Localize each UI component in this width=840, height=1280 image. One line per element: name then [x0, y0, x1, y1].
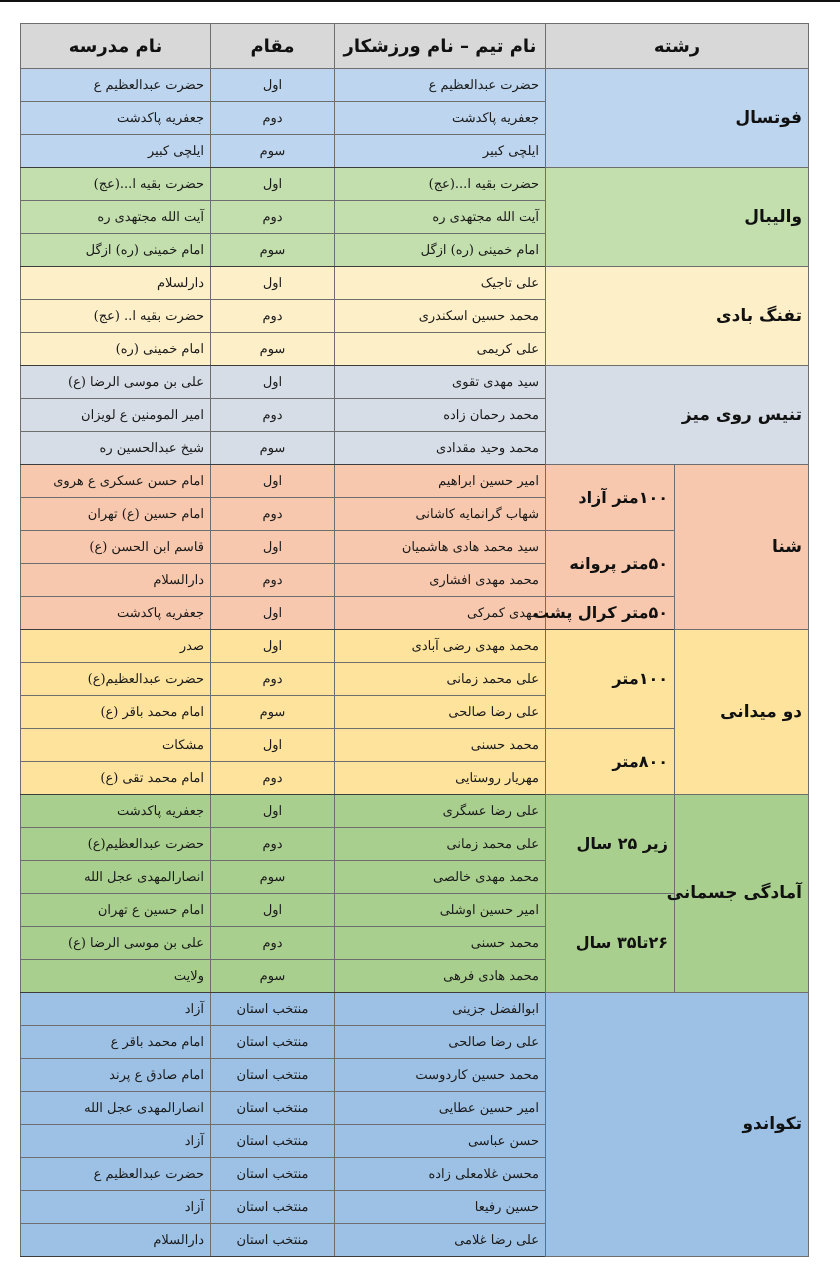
school-name: آزاد	[21, 993, 211, 1026]
school-name: حضرت بقیه ا...(عج)	[21, 168, 211, 201]
rank: دوم	[211, 300, 335, 333]
subcategory-100m-freestyle: ۱۰۰متر آزاد	[546, 465, 675, 531]
rank: اول	[211, 894, 335, 927]
rank: دوم	[211, 399, 335, 432]
subcategory-100m: ۱۰۰متر	[546, 630, 675, 729]
athlete-name: محمد وحید مقدادی	[335, 432, 546, 465]
athlete-name: ایلچی کبیر	[335, 135, 546, 168]
athlete-name: محمد مهدی رضی آبادی	[335, 630, 546, 663]
school-name: دارالسلام	[21, 564, 211, 597]
rank: اول	[211, 366, 335, 399]
subcategory-800m: ۸۰۰متر	[546, 729, 675, 795]
school-name: امیر المومنین ع لویزان	[21, 399, 211, 432]
athlete-name: حسین رفیعا	[335, 1191, 546, 1224]
header-row	[21, 24, 809, 69]
school-name: حضرت عبدالعظیم ع	[21, 1158, 211, 1191]
school-name: امام محمد تقی (ع)	[21, 762, 211, 795]
athlete-name: علی محمد زمانی	[335, 663, 546, 696]
school-name: ایلچی کبیر	[21, 135, 211, 168]
school-name: مشکات	[21, 729, 211, 762]
subcategory-under-25: زیر ۲۵ سال	[546, 795, 675, 894]
athlete-name: سید محمد هادی هاشمیان	[335, 531, 546, 564]
table-row	[21, 168, 809, 201]
rank: سوم	[211, 696, 335, 729]
athlete-name: امیر حسین عطایی	[335, 1092, 546, 1125]
rank: دوم	[211, 663, 335, 696]
rank: دوم	[211, 927, 335, 960]
athlete-name: حسن عباسی	[335, 1125, 546, 1158]
category-taekwondo: تکواندو	[546, 993, 809, 1257]
rank: اول	[211, 630, 335, 663]
table-row	[21, 267, 809, 300]
athlete-name: محمد مهدی خالصی	[335, 861, 546, 894]
school-name: امام خمینی (ره)	[21, 333, 211, 366]
athlete-name: علی تاجیک	[335, 267, 546, 300]
athlete-name: محسن غلامعلی زاده	[335, 1158, 546, 1191]
rank: منتخب استان	[211, 1191, 335, 1224]
athlete-name: علی رضا صالحی	[335, 696, 546, 729]
athlete-name: حضرت عبدالعظیم ع	[335, 69, 546, 102]
school-name: شیخ عبدالحسین ره	[21, 432, 211, 465]
athlete-name: علی رضا غلامی	[335, 1224, 546, 1257]
athlete-name: محمد حسنی	[335, 729, 546, 762]
athlete-name: مهدی کمرکی	[335, 597, 546, 630]
rank: اول	[211, 465, 335, 498]
rank: منتخب استان	[211, 1158, 335, 1191]
school-name: امام محمد باقر (ع)	[21, 696, 211, 729]
school-name: قاسم ابن الحسن (ع)	[21, 531, 211, 564]
table-row	[21, 993, 809, 1026]
school-name: علی بن موسی الرضا (ع)	[21, 927, 211, 960]
rank: اول	[211, 795, 335, 828]
rank: منتخب استان	[211, 1092, 335, 1125]
school-name: حضرت عبدالعظیم ع	[21, 69, 211, 102]
school-name: امام حسن عسکری ع هروی	[21, 465, 211, 498]
athlete-name: محمد هادی فرهی	[335, 960, 546, 993]
rank: سوم	[211, 135, 335, 168]
rank: سوم	[211, 960, 335, 993]
school-name: آیت الله مجتهدی ره	[21, 201, 211, 234]
rank: منتخب استان	[211, 1125, 335, 1158]
rank: دوم	[211, 201, 335, 234]
school-name: جعفریه پاکدشت	[21, 597, 211, 630]
rank: سوم	[211, 861, 335, 894]
rank: اول	[211, 267, 335, 300]
subcategory-50m-butterfly: ۵۰متر پروانه	[546, 531, 675, 597]
athlete-name: محمد حسین اسکندری	[335, 300, 546, 333]
table-row	[21, 630, 809, 663]
rank: منتخب استان	[211, 1059, 335, 1092]
athlete-name: علی رضا صالحی	[335, 1026, 546, 1059]
athlete-name: علی رضا عسگری	[335, 795, 546, 828]
school-name: جعفریه پاکدشت	[21, 102, 211, 135]
athlete-name: محمد حسین کاردوست	[335, 1059, 546, 1092]
rank: اول	[211, 729, 335, 762]
rank: دوم	[211, 564, 335, 597]
school-name: حضرت عبدالعظیم(ع)	[21, 828, 211, 861]
header-name: نام تیم – نام ورزشکار	[335, 24, 546, 69]
category-swimming: شنا	[675, 465, 809, 630]
school-name: انصارالمهدی عجل الله	[21, 1092, 211, 1125]
subcategory-50m-backstroke: ۵۰متر کرال پشت	[546, 597, 675, 630]
rank: دوم	[211, 498, 335, 531]
athlete-name: امیر حسین ابراهیم	[335, 465, 546, 498]
athlete-name: سید مهدی تقوی	[335, 366, 546, 399]
category-track-field: دو میدانی	[675, 630, 809, 795]
header-category: رشته	[546, 24, 809, 69]
school-name: امام خمینی (ره) ازگل	[21, 234, 211, 267]
athlete-name: محمد حسنی	[335, 927, 546, 960]
school-name: آزاد	[21, 1191, 211, 1224]
header-school: نام مدرسه	[21, 24, 211, 69]
rank: سوم	[211, 333, 335, 366]
athlete-name: امیر حسین اوشلی	[335, 894, 546, 927]
school-name: آزاد	[21, 1125, 211, 1158]
rank: سوم	[211, 234, 335, 267]
rank: اول	[211, 69, 335, 102]
school-name: صدر	[21, 630, 211, 663]
table-row	[21, 366, 809, 399]
category-table-tennis: تنیس روی میز	[546, 366, 809, 465]
athlete-name: محمد رحمان زاده	[335, 399, 546, 432]
athlete-name: ابوالفضل جزینی	[335, 993, 546, 1026]
school-name: حضرت عبدالعظیم(ع)	[21, 663, 211, 696]
table-row	[21, 69, 809, 102]
school-name: دارلسلام	[21, 267, 211, 300]
athlete-name: محمد مهدی افشاری	[335, 564, 546, 597]
table-row	[21, 465, 809, 498]
rank: اول	[211, 597, 335, 630]
school-name: جعفریه پاکدشت	[21, 795, 211, 828]
rank: اول	[211, 168, 335, 201]
school-name: انصارالمهدی عجل الله	[21, 861, 211, 894]
athlete-name: شهاب گرانمایه کاشانی	[335, 498, 546, 531]
school-name: امام محمد باقر ع	[21, 1026, 211, 1059]
category-air-rifle: تفنگ بادی	[546, 267, 809, 366]
rank: اول	[211, 531, 335, 564]
header-rank: مقام	[211, 24, 335, 69]
category-futsal: فوتسال	[546, 69, 809, 168]
school-name: علی بن موسی الرضا (ع)	[21, 366, 211, 399]
rank: دوم	[211, 102, 335, 135]
school-name: ولایت	[21, 960, 211, 993]
school-name: امام حسین (ع) تهران	[21, 498, 211, 531]
athlete-name: مهریار روستایی	[335, 762, 546, 795]
athlete-name: آیت الله مجتهدی ره	[335, 201, 546, 234]
table-row	[21, 795, 809, 828]
athlete-name: علی محمد زمانی	[335, 828, 546, 861]
rank: منتخب استان	[211, 1026, 335, 1059]
athlete-name: علی کریمی	[335, 333, 546, 366]
school-name: دارالسلام	[21, 1224, 211, 1257]
subcategory-26-to-35: ۲۶تا۳۵ سال	[546, 894, 675, 993]
top-border-line	[0, 0, 840, 2]
rank: منتخب استان	[211, 1224, 335, 1257]
rank: دوم	[211, 828, 335, 861]
school-name: حضرت بقیه ا.. (عج)	[21, 300, 211, 333]
athlete-name: امام خمینی (ره) ازگل	[335, 234, 546, 267]
rank: منتخب استان	[211, 993, 335, 1026]
school-name: امام حسین ع تهران	[21, 894, 211, 927]
category-physical-fitness: آمادگی جسمانی	[675, 795, 809, 993]
athlete-name: حضرت بقیه ا...(عج)	[335, 168, 546, 201]
school-name: امام صادق ع پرند	[21, 1059, 211, 1092]
results-table	[20, 23, 809, 1257]
category-volleyball: والیبال	[546, 168, 809, 267]
rank: دوم	[211, 762, 335, 795]
rank: سوم	[211, 432, 335, 465]
athlete-name: جعفریه پاکدشت	[335, 102, 546, 135]
